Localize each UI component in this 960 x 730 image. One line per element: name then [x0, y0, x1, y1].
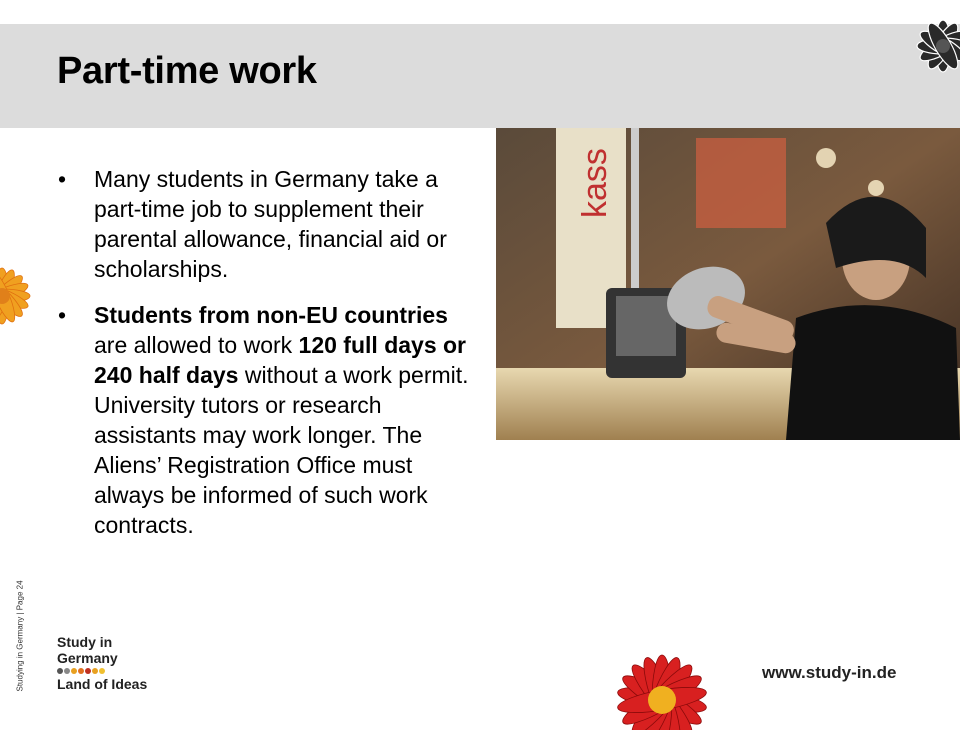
logo-dot: [99, 668, 105, 674]
red-flower-icon: [590, 640, 740, 730]
bullet-text: are allowed to work: [94, 332, 299, 358]
bullet-marker: •: [58, 302, 67, 328]
dark-flower-icon: [905, 0, 960, 98]
orange-flower-icon: [0, 250, 40, 342]
study-in-germany-logo: [57, 634, 147, 692]
slide-title: Part-time work: [57, 50, 317, 92]
page-side-label: Studying in Germany | Page 24: [15, 580, 25, 692]
logo-dot: [78, 668, 84, 674]
logo-line-3: Land of Ideas: [57, 676, 148, 692]
bullet-bold-text: 120 full days or 240 half days: [94, 332, 467, 388]
logo-dot: [64, 668, 70, 674]
logo-line-2: Germany: [57, 650, 118, 666]
logo-dot: [85, 668, 91, 674]
logo-dots: [57, 668, 147, 674]
bullet-item: [58, 164, 478, 284]
bullet-text: Many students in Germany take a part-time job to supplement their parental allowance, financial aid or scholarships.: [94, 166, 447, 282]
logo-dot: [71, 668, 77, 674]
photo-sign-text: kass: [576, 148, 614, 218]
logo-dot: [57, 668, 63, 674]
website-url: www.study-in.de: [762, 663, 897, 682]
logo-dot: [92, 668, 98, 674]
bullet-list: [58, 164, 478, 556]
logo-line-1: Study in: [57, 634, 113, 650]
cashier-photo: [496, 128, 960, 440]
bullet-item: [58, 300, 478, 540]
bullet-bold-text: Students from non-EU countries: [94, 302, 448, 328]
bullet-marker: •: [58, 166, 67, 192]
bullet-text: without a work permit. University tutors or research assistants may work longer. The Aliens’ Registration Office must always be informed of such work contracts.: [94, 362, 469, 538]
